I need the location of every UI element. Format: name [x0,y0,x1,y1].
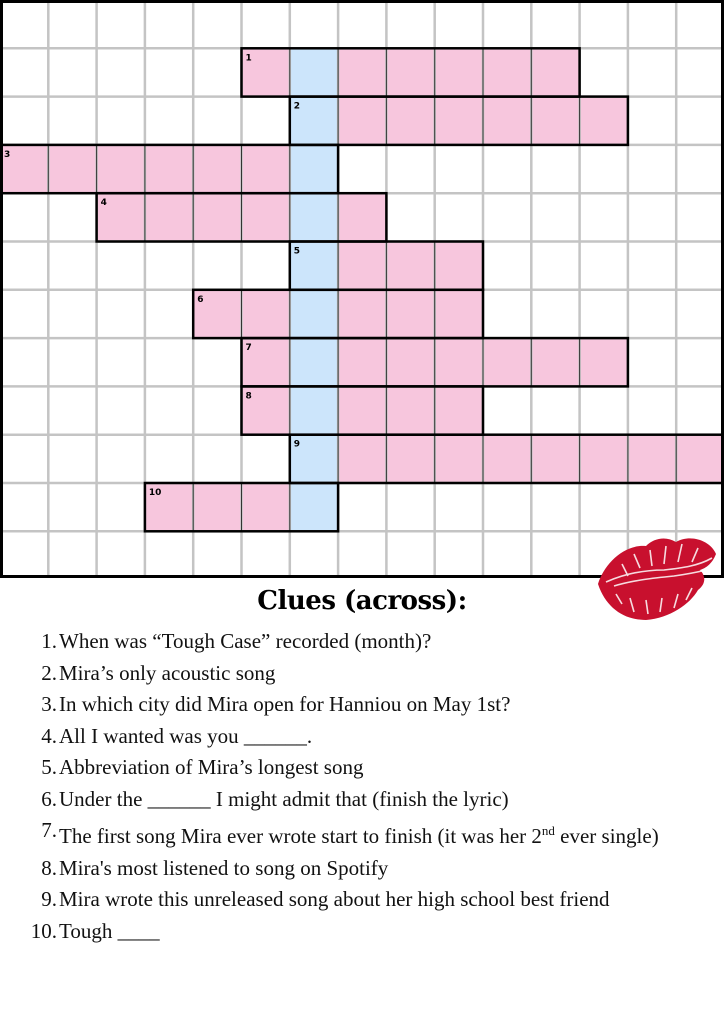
clue-text: In which city did Mira open for Hanniou on May 1st? [59,692,511,716]
answer-cell [483,338,531,386]
clue-8 [0,853,724,885]
answer-cell [338,97,386,145]
clue-text: Mira's most listened to song on Spotify [59,855,389,880]
answer-cell [145,145,193,193]
answer-cell [628,435,676,483]
answer-cell [435,48,483,96]
clue-number-label: 10 [148,488,162,498]
answer-cell [531,435,579,483]
clue-10 [0,916,724,948]
answer-cell [338,435,386,483]
clue-text: All I wanted was you ______. [59,723,313,748]
clue-number-label: 4 [100,198,107,209]
clue-text: The first song Mira ever wrote start to finish (it was her 2nd ever single) [59,823,659,848]
answer-cell [435,386,483,434]
answer-cell [386,290,434,338]
answer-cell [338,193,386,241]
answer-cell [242,145,290,193]
clue-text: Mira’s only acoustic song [59,660,276,685]
key-column-cell [290,145,338,193]
key-column-cell [290,386,338,434]
answer-cell [386,386,434,434]
clue-text: Under the ______ I might admit that (finish the lyric) [59,786,509,811]
answer-cell [580,435,628,483]
clue-number: 4. [41,723,57,748]
clues-heading: Clues (across): [257,586,467,616]
answer-cell [435,290,483,338]
answer-cell [435,242,483,290]
clue-5 [0,752,724,784]
clue-text: Abbreviation of Mira’s longest song [59,755,364,779]
clue-2 [0,658,724,690]
answer-cell [435,97,483,145]
clue-7 [0,815,724,853]
answer-cell [580,338,628,386]
answer-cell [386,338,434,386]
answer-cell [580,97,628,145]
clue-text: Tough ____ [59,918,160,943]
key-column-cell [290,48,338,96]
answer-cell [193,483,241,531]
clue-6 [0,784,724,816]
clue-number-label: 9 [293,439,301,450]
answer-cell [193,193,241,241]
key-column-cell [290,290,338,338]
answer-cell [338,290,386,338]
answer-cell [483,97,531,145]
answer-cell [97,145,145,193]
answer-cell [386,48,434,96]
clue-1 [0,626,724,658]
answer-cell [386,97,434,145]
answer-cell [676,435,724,483]
clue-number-label: 3 [4,149,11,160]
clue-text: Mira wrote this unreleased song about her high school best friend [59,887,610,911]
answer-cell [338,338,386,386]
clue-number: 8. [41,855,57,880]
answer-cell [483,435,531,483]
key-column-cell [290,338,338,386]
answer-cell [145,193,193,241]
clue-number-label: 7 [245,343,252,354]
answer-cell [338,386,386,434]
clue-number-label: 6 [197,294,204,305]
key-column-cell [290,483,338,531]
answer-cell [193,145,241,193]
clue-3 [0,689,724,721]
clue-list [0,626,724,947]
answer-cell [386,435,434,483]
clue-number: 5. [41,755,57,779]
answer-cell [242,193,290,241]
clue-number-label: 1 [245,53,252,64]
clue-number-label: 2 [293,101,301,112]
key-column-cell [290,193,338,241]
clue-number: 6. [41,786,57,811]
answer-cell [435,338,483,386]
clue-number: 2. [41,660,57,685]
answer-cell [338,242,386,290]
clue-number-label: 8 [245,391,252,402]
answer-cell [338,48,386,96]
answer-cell [483,48,531,96]
answer-cell [242,290,290,338]
clue-number: 9. [41,887,57,911]
answer-cell [531,338,579,386]
clue-9 [0,884,724,916]
answer-cell [386,242,434,290]
clue-number: 3. [41,692,57,716]
answer-cell [48,145,96,193]
answer-cell [242,483,290,531]
clue-number: 7. [41,818,57,842]
clue-4 [0,721,724,753]
answer-cell [531,48,579,96]
clue-number: 10. [30,918,57,943]
answer-cell [435,435,483,483]
clue-number: 1. [41,629,57,653]
clue-number-label: 5 [293,246,301,257]
clue-text: When was “Tough Case” recorded (month)? [59,629,432,653]
answer-cell [531,97,579,145]
